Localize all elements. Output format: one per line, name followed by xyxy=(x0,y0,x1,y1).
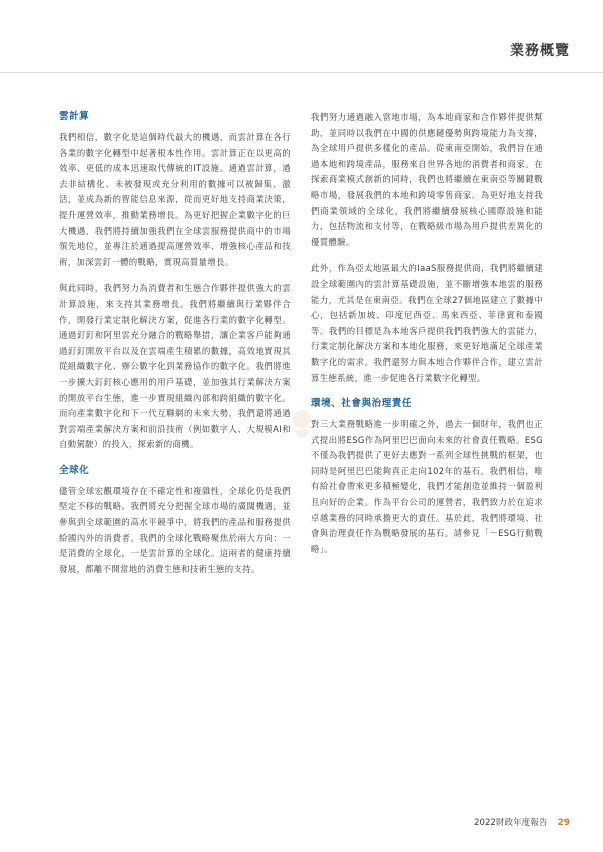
global-paragraph-2: 我們努力通過融入當地市場，為本地商家和合作夥伴提供幫助，並同時以我們在中國的供應鏈優勢與跨境能力為支撐，為全球用戶提供多樣化的產品。從東南亞開始，我們旨在通過本地和跨境產品，服務來自世界各地的消費者和商家。在探索商業模式創新的同時，我們也將繼續在東南亞等關鍵戰略市場，發展我們的本地和跨境零售商家。為更好地支持我們商業領域的全球化，我們將繼續發展核心國際設施和能力，包括物流和支付等，在戰略級市場為用戶提供差異化的優質體驗。 xyxy=(311,112,543,247)
header-divider xyxy=(0,72,603,73)
global-paragraph-1: 儘管全球宏觀環境存在不確定性和複雜性，全球化仍是我們堅定不移的戰略。我們將充分把握全球市場的廣闊機遇，並參與到全球範圍的高水平競爭中，將我們的產品和服務提供給國內外的消費者。我們的全球化戰略聚焦於兩大方向：一是消費的全球化，一是雲計算的全球化。這兩者的健康持續發展，都離不開當地的消費生態和技術生態的支持。 xyxy=(59,485,291,574)
page-footer xyxy=(474,816,570,828)
watermark-logo-icon xyxy=(284,406,320,446)
cloud-paragraph-2: 與此同時，我們努力為消費者和生態合作夥伴提供強大的雲計算設施，來支持其業務增長。我們將繼續與行業夥伴合作，開發行業定制化解決方案，促進各行業的數字化轉型。通過釘釘和阿里雲充分融合的戰略舉措，讓企業客戶能夠通過釘釘開放平台以及在雲端產生積累的數據，高效地實現其從組織數字化、辦公數字化到業務協作的數字化。我們將進一步擴大釘釘核心應用的用戶基礎，並加強其行業解決方案的開放平台生態，進一步實現組織內部和跨組織的數字化。而向產業數字化和下一代互聯網的未來大勢，我們還將通過對雲端產業解決方案和前沿技術（例如數字人、大規模AI和自動駕駛）的投入，探索新的商機。 xyxy=(59,283,291,450)
cloud-heading: 雲計算 xyxy=(59,111,90,122)
section-title: 業務概覽 xyxy=(510,43,570,59)
esg-paragraph-1: 對三大業務戰略進一步明確之外，過去一個財年，我們也正式提出將ESG作為阿里巴巴面向未來的社會責任戰略。ESG不僅為我們提供了更好去應對一系列全球性挑戰的框架，也同時是阿里巴巴能夠真正走向102年的基石。我們相信，唯有給社會帶來更多積極變化，我們才能創造並維持一個盈利且向好的企業。作為平台公司的運營者，我們致力於在追求卓越業務的同時承擔更大的責任。基於此，我們將環境、社會與治理責任作為戰略發展的基石。請參見「－ESG行動戰略」。 xyxy=(311,419,543,554)
right-column xyxy=(311,110,543,568)
page-number: 29 xyxy=(557,818,570,828)
left-column xyxy=(59,110,291,588)
report-title: 2022財政年度報告 xyxy=(474,818,548,828)
cloud-paragraph-1: 我們相信，數字化是這個時代最大的機遇，而雲計算在各行各業的數字化轉型中起著根本性作用。雲計算正在以更高的效率、更低的成本迅速取代傳統的IT設施。通過雲計算，過去非結構化、未被發現或充分利用的數據可以被歸集、激活，並成為新的智能信息來源，從而更好地支持商業決策，提升運營效率，推動業務增長。為更好把握企業數字化的巨大機遇，我們將持續加強我們在全球雲服務提供商中的市場領先地位，並專注於通過提高運營效率、增強核心產品和技術，加深雲釘一體的戰略，實現高質量增長。 xyxy=(59,132,291,267)
esg-heading: 環境、社會與治理責任 xyxy=(311,398,412,410)
global-heading: 全球化 xyxy=(59,464,90,476)
global-paragraph-3: 此外，作為亞太地區最大的IaaS服務提供商，我們將繼續建設全球範圍內的雲計算基礎設施，並不斷增強本地雲的服務能力，尤其是在東南亞。我們在全球27個地區建立了數據中心，包括新加坡、印度尼西亞、馬來西亞、菲律賓和泰國等。我們的目標是為本地客戶提供我們我們強大的雲能力，行業定制化解決方案和本地化服務，來更好地滿足全球產業數字化的需求。我們還努力與本地合作夥伴合作，建立雲計算生態系統，進一步促進各行業數字化轉型。 xyxy=(311,263,543,383)
